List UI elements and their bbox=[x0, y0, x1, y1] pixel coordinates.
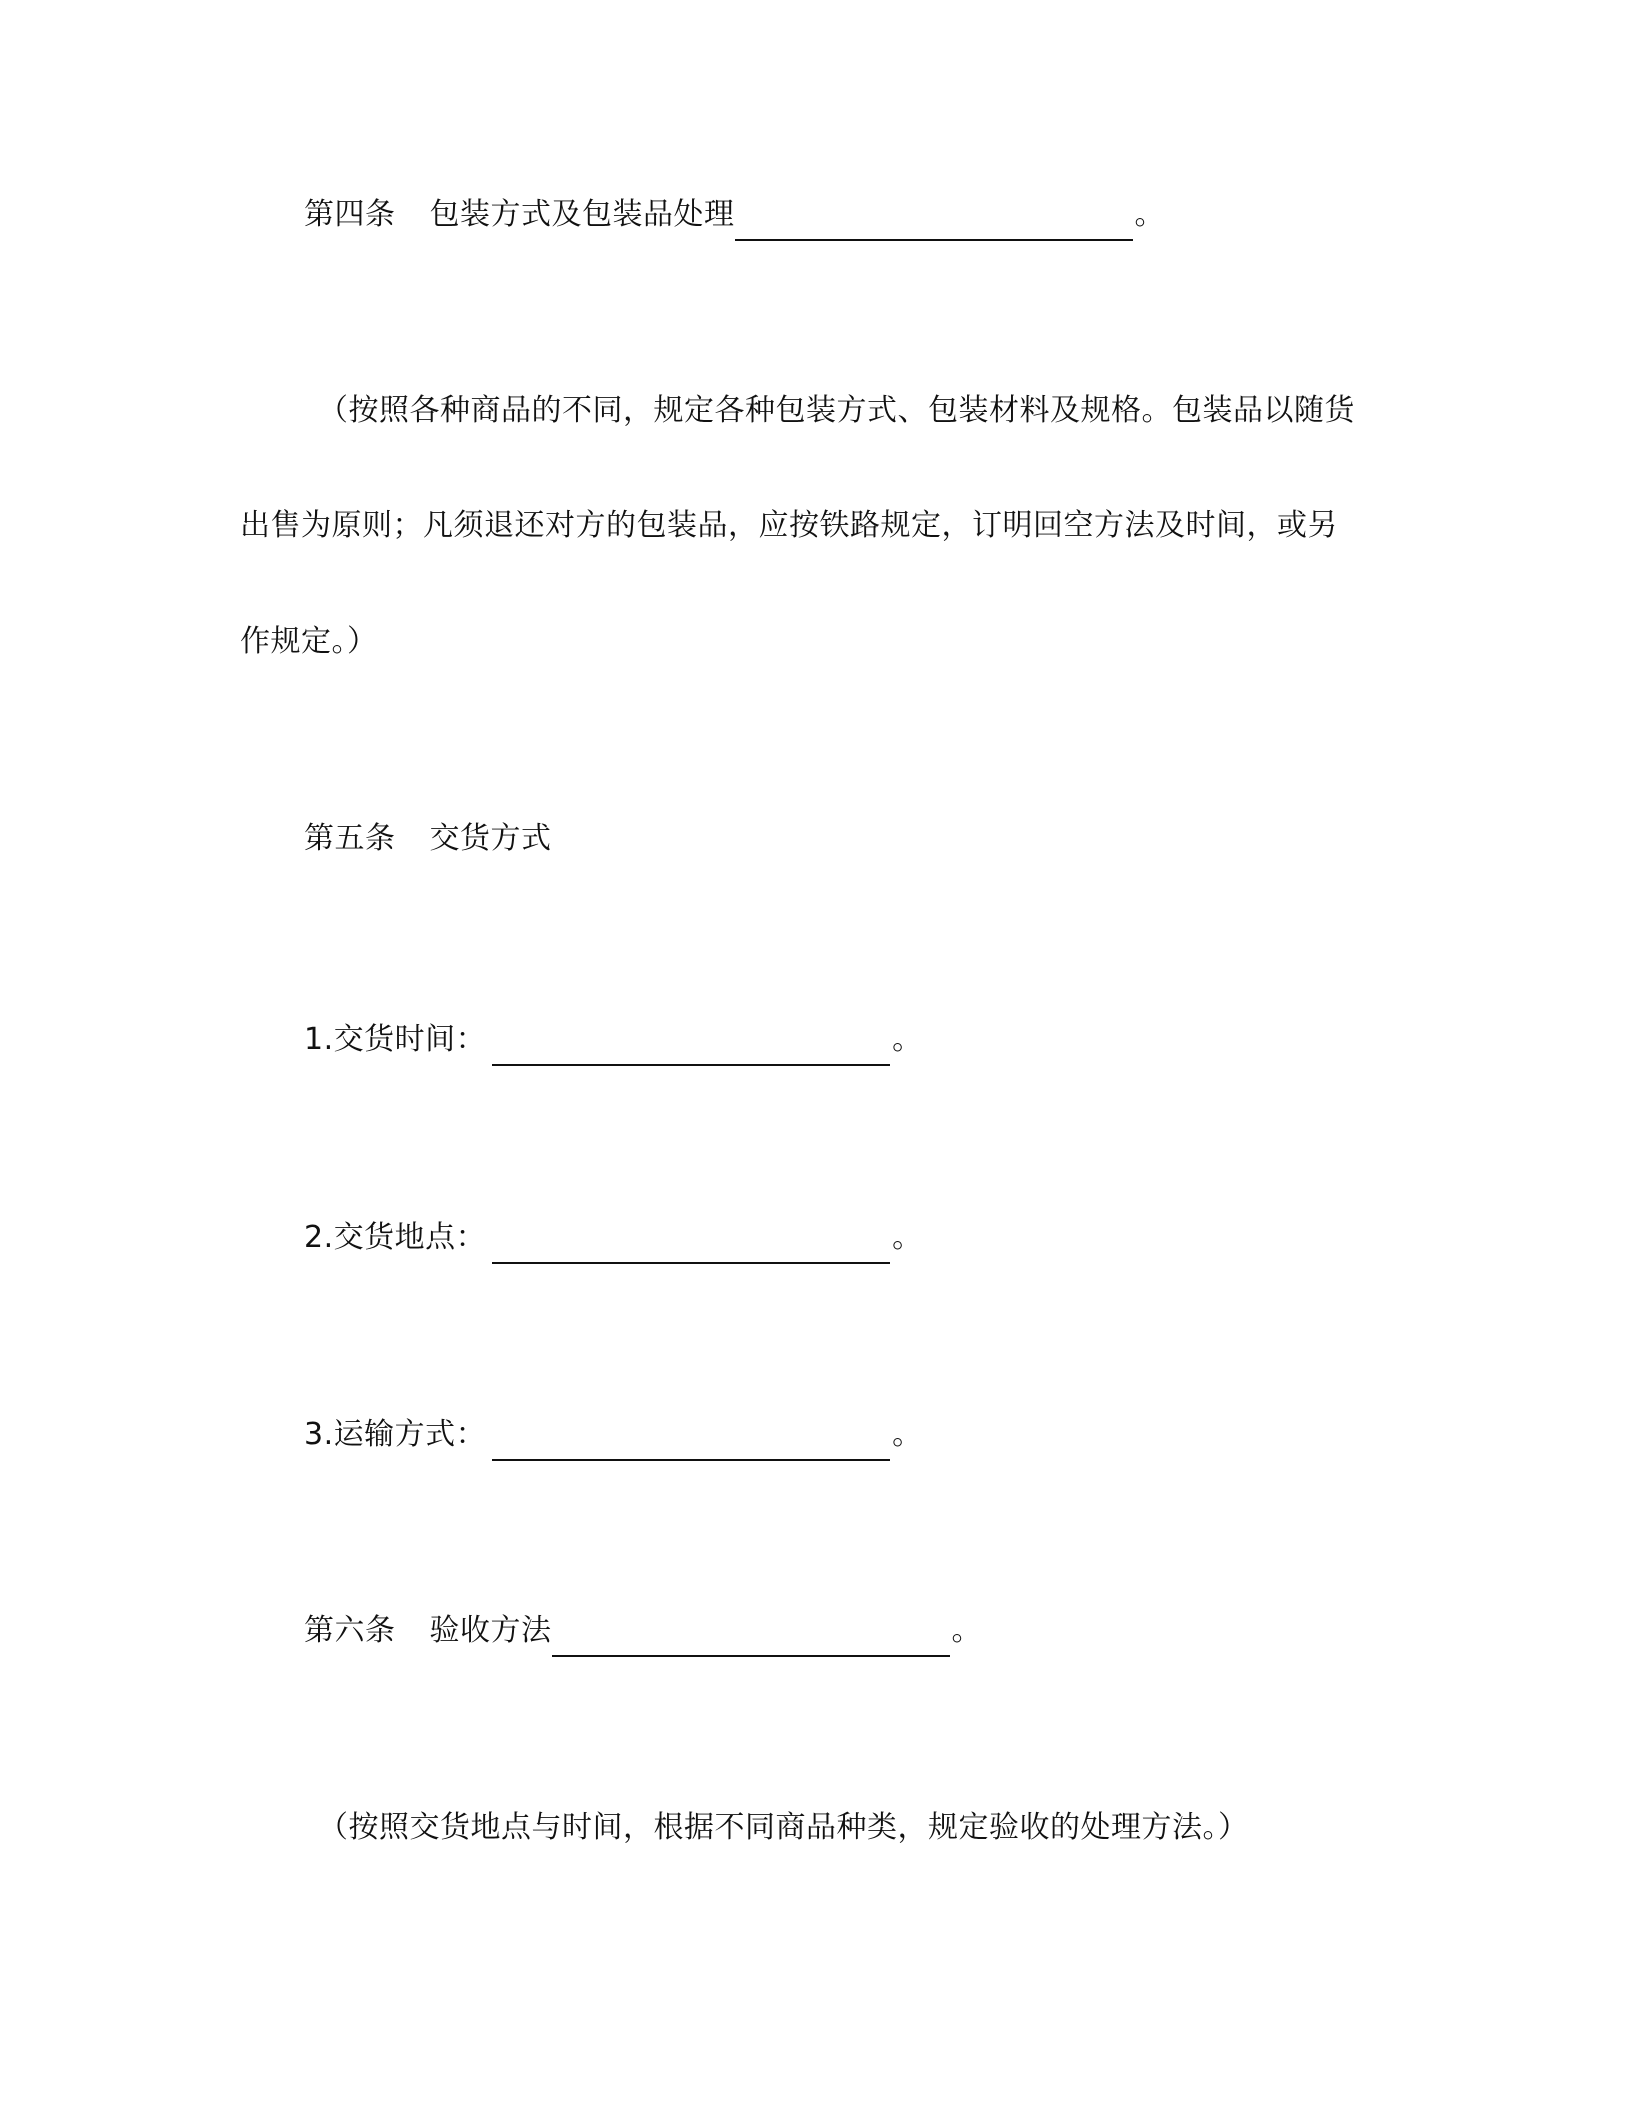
article-6-number: 第六条 bbox=[304, 1613, 396, 1648]
transport-mode-blank-line[interactable] bbox=[492, 1425, 890, 1461]
article-5-title: 交货方式 bbox=[429, 821, 552, 856]
article-6-heading bbox=[304, 1611, 982, 1651]
article-4-note-line-3: 作规定。） bbox=[240, 624, 378, 659]
delivery-place-blank-line[interactable] bbox=[492, 1228, 890, 1264]
transport-mode-label: 3.运输方式： bbox=[304, 1417, 487, 1452]
delivery-place-row bbox=[304, 1218, 923, 1258]
article-4-period: 。 bbox=[1134, 197, 1165, 232]
delivery-place-period: 。 bbox=[892, 1220, 923, 1255]
article-5-heading bbox=[304, 819, 552, 859]
inspection-blank-line[interactable] bbox=[552, 1621, 950, 1657]
article-4-note-line-2: 出售为原则；凡须退还对方的包装品，应按铁路规定，订明回空方法及时间，或另 bbox=[240, 508, 1338, 543]
transport-mode-period: 。 bbox=[892, 1417, 923, 1452]
article-4-note-line-1: （按照各种商品的不同，规定各种包装方式、包装材料及规格。包装品以随货 bbox=[318, 393, 1355, 428]
article-6-title: 验收方法 bbox=[429, 1613, 552, 1648]
delivery-time-label: 1.交货时间： bbox=[304, 1022, 487, 1057]
article-4-heading bbox=[304, 195, 1165, 235]
article-4-title: 包装方式及包装品处理 bbox=[429, 197, 735, 232]
transport-mode-row bbox=[304, 1415, 923, 1455]
article-5-number: 第五条 bbox=[304, 821, 396, 856]
delivery-place-label: 2.交货地点： bbox=[304, 1220, 487, 1255]
delivery-time-period: 。 bbox=[892, 1022, 923, 1057]
article-6-note: （按照交货地点与时间，根据不同商品种类，规定验收的处理方法。） bbox=[318, 1810, 1249, 1845]
delivery-time-row bbox=[304, 1020, 923, 1060]
packaging-blank-line[interactable] bbox=[735, 205, 1133, 241]
article-4-number: 第四条 bbox=[304, 197, 396, 232]
article-6-period: 。 bbox=[951, 1613, 982, 1648]
delivery-time-blank-line[interactable] bbox=[492, 1030, 890, 1066]
